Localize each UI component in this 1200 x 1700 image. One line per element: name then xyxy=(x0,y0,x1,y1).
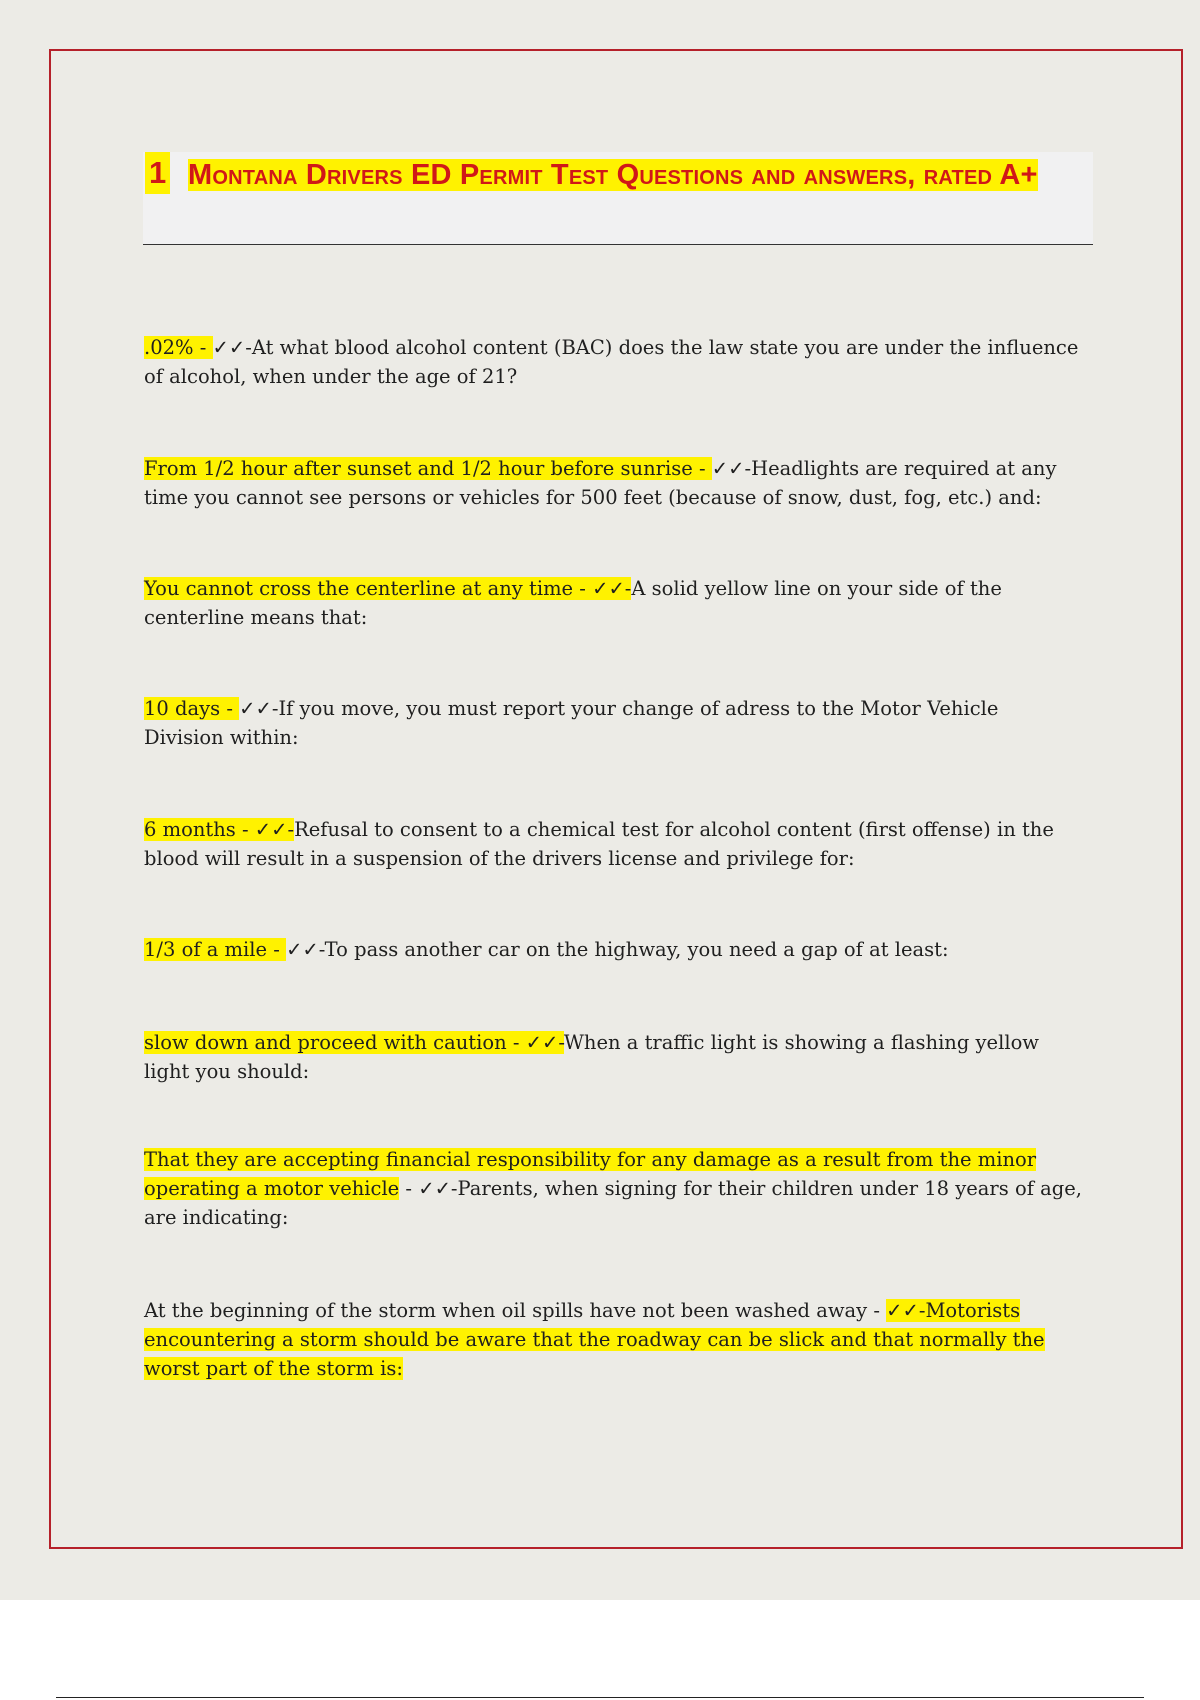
qa-answer: 1/3 of a mile xyxy=(144,938,268,961)
qa-question: A solid yellow line on your side of the centerline means that: xyxy=(144,577,1002,629)
check-marks-icon: ✓✓ xyxy=(286,938,319,961)
qa-question: Parents, when signing for their children under 18 years of age, are indicating: xyxy=(144,1177,1082,1229)
qa-item: 1/3 of a mile - ✓✓-To pass another car on the highway, you need a gap of at least: xyxy=(144,938,949,961)
qa-answer: slow down and proceed with caution xyxy=(144,1031,507,1054)
footer-divider xyxy=(56,1697,1144,1698)
qa-question: At what blood alcohol content (BAC) does the law state you are under the influence of alcohol, when under the age of 21? xyxy=(144,336,1079,388)
qa-question: To pass another car on the highway, you need a gap of at least: xyxy=(324,938,949,961)
page-title xyxy=(188,152,1048,198)
qa-item: 6 months - ✓✓-Refusal to consent to a chemical test for alcohol content (first offense) in the blood will result in a suspension of the drivers license and privilege for: xyxy=(144,818,1054,870)
qa-item: That they are accepting financial responsibility for any damage as a result from the minor operating a motor vehicle - ✓✓-Parents, when signing for their children under 18 years of age, are indicating: xyxy=(144,1148,1082,1229)
title-number: 1 xyxy=(145,152,170,194)
check-marks-icon: ✓✓ xyxy=(711,457,745,480)
qa-question: If you move, you must report your change of adress to the Motor Vehicle Division within: xyxy=(144,697,999,749)
check-marks-icon: ✓✓ xyxy=(886,1299,919,1322)
qa-item: .02% - ✓✓-At what blood alcohol content (BAC) does the law state you are under the influence of alcohol, when under the age of 21? xyxy=(144,336,1079,388)
check-marks-icon: ✓✓ xyxy=(239,697,272,720)
qa-answer: .02% xyxy=(144,336,194,359)
qa-answer: 6 months xyxy=(144,818,236,841)
qa-answer: From 1/2 hour after sunset and 1/2 hour before sunrise xyxy=(144,457,693,480)
qa-question: Refusal to consent to a chemical test for alcohol content (first offense) in the blood will result in a suspension of the drivers license and privilege for: xyxy=(144,818,1054,870)
qa-item: At the beginning of the storm when oil spills have not been washed away - ✓✓-Motorists encountering a storm should be aware that the roadway can be slick and that normally the worst part of the storm is: xyxy=(144,1299,1045,1380)
qa-item: 10 days - ✓✓-If you move, you must report your change of adress to the Motor Vehicle Division within: xyxy=(144,697,999,749)
check-marks-icon: ✓✓ xyxy=(254,818,288,841)
check-marks-icon: ✓✓ xyxy=(592,577,625,600)
check-marks-icon: ✓✓ xyxy=(212,336,246,359)
check-marks-icon: ✓✓ xyxy=(525,1031,559,1054)
qa-question: Headlights are required at any time you cannot see persons or vehicles for 500 feet (because of snow, dust, fog, etc.) and: xyxy=(144,457,1057,509)
qa-answer: 10 days xyxy=(144,697,221,720)
qa-item: From 1/2 hour after sunset and 1/2 hour before sunrise - ✓✓-Headlights are required at any time you cannot see persons or vehicles for 500 feet (because of snow, dust, fog, etc.) and: xyxy=(144,457,1057,509)
qa-answer: That they are accepting financial responsibility for any damage as a result from the minor operating a motor vehicle xyxy=(144,1148,1037,1200)
qa-answer: At the beginning of the storm when oil spills have not been washed away xyxy=(144,1299,868,1322)
qa-answer: You cannot cross the centerline at any time xyxy=(144,577,574,600)
qa-item: You cannot cross the centerline at any time - ✓✓-A solid yellow line on your side of the centerline means that: xyxy=(144,577,1002,629)
qa-question: Motorists encountering a storm should be aware that the roadway can be slick and that normally the worst part of the storm is: xyxy=(144,1299,1045,1380)
page-title-text: Montana Drivers ED Permit Test Questions and answers, rated A+ xyxy=(188,159,1038,191)
qa-question: When a traffic light is showing a flashing yellow light you should: xyxy=(144,1031,1040,1083)
check-marks-icon: ✓✓ xyxy=(418,1177,451,1200)
qa-item: slow down and proceed with caution - ✓✓-When a traffic light is showing a flashing yellow light you should: xyxy=(144,1031,1040,1083)
